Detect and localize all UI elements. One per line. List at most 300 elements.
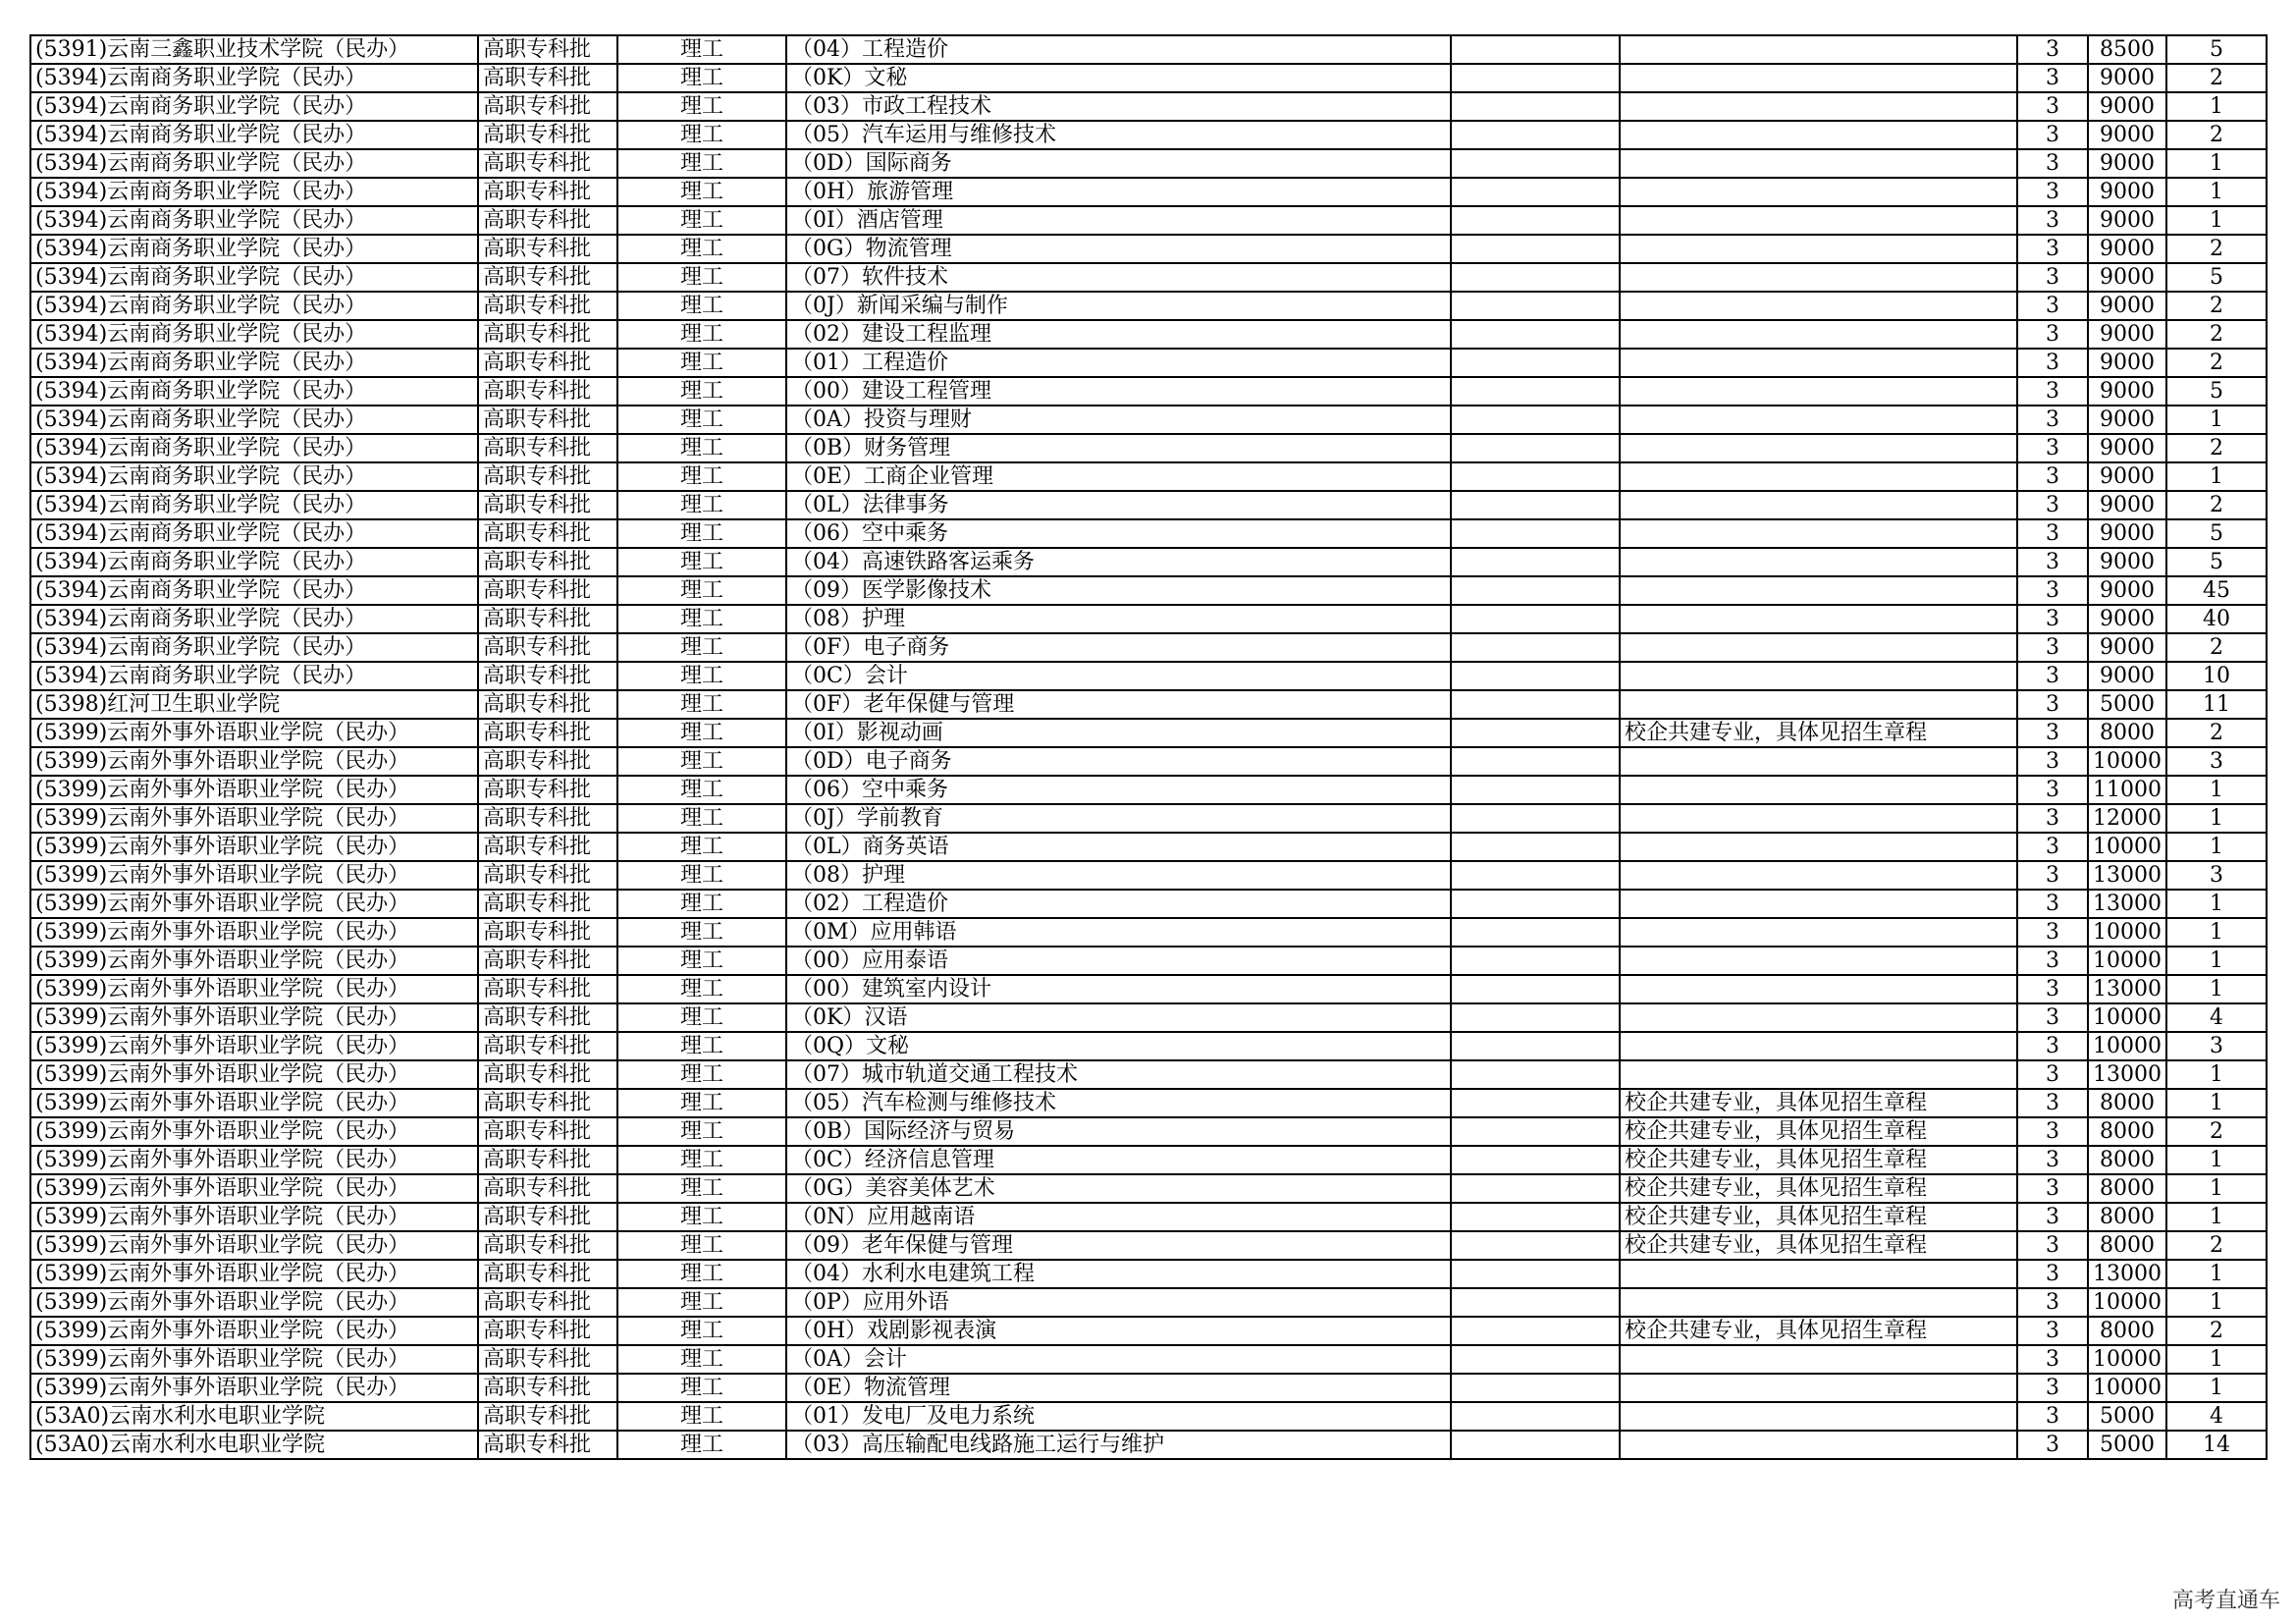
cell-tuition: 5000 xyxy=(2088,1402,2166,1431)
cell-quota: 1 xyxy=(2166,206,2267,235)
cell-batch: 高职专科批 xyxy=(478,1146,617,1174)
cell-years: 3 xyxy=(2017,719,2088,747)
table-row xyxy=(30,320,2267,349)
cell-batch: 高职专科批 xyxy=(478,235,617,263)
cell-school: (5399)云南外事外语职业学院（民办） xyxy=(30,747,478,776)
cell-major: （05）汽车运用与维修技术 xyxy=(786,121,1451,149)
cell-tuition: 10000 xyxy=(2088,1374,2166,1402)
table-row xyxy=(30,804,2267,833)
cell-category: 理工 xyxy=(617,861,786,890)
cell-tuition: 13000 xyxy=(2088,1060,2166,1089)
cell-batch: 高职专科批 xyxy=(478,35,617,64)
cell-quota: 2 xyxy=(2166,719,2267,747)
cell-years: 3 xyxy=(2017,1203,2088,1231)
cell-note xyxy=(1620,1032,2017,1060)
cell-tuition: 8000 xyxy=(2088,1317,2166,1345)
cell-category: 理工 xyxy=(617,662,786,690)
cell-school: (5394)云南商务职业学院（民办） xyxy=(30,64,478,92)
cell-note-blank xyxy=(1451,719,1620,747)
cell-note-blank xyxy=(1451,406,1620,434)
cell-school: (5394)云南商务职业学院（民办） xyxy=(30,548,478,576)
cell-major: （05）汽车检测与维修技术 xyxy=(786,1089,1451,1117)
cell-years: 3 xyxy=(2017,947,2088,975)
cell-note-blank xyxy=(1451,1431,1620,1459)
cell-category: 理工 xyxy=(617,92,786,121)
cell-quota: 1 xyxy=(2166,804,2267,833)
cell-batch: 高职专科批 xyxy=(478,947,617,975)
cell-school: (5399)云南外事外语职业学院（民办） xyxy=(30,1003,478,1032)
cell-years: 3 xyxy=(2017,747,2088,776)
cell-batch: 高职专科批 xyxy=(478,1260,617,1288)
cell-batch: 高职专科批 xyxy=(478,1402,617,1431)
cell-major: （00）应用泰语 xyxy=(786,947,1451,975)
cell-category: 理工 xyxy=(617,719,786,747)
cell-tuition: 9000 xyxy=(2088,605,2166,633)
cell-category: 理工 xyxy=(617,1402,786,1431)
cell-years: 3 xyxy=(2017,576,2088,605)
cell-tuition: 13000 xyxy=(2088,890,2166,918)
cell-years: 3 xyxy=(2017,804,2088,833)
cell-major: （0I）影视动画 xyxy=(786,719,1451,747)
cell-quota: 5 xyxy=(2166,519,2267,548)
table-body xyxy=(30,35,2267,1459)
cell-years: 3 xyxy=(2017,690,2088,719)
cell-school: (5399)云南外事外语职业学院（民办） xyxy=(30,1288,478,1317)
cell-tuition: 8000 xyxy=(2088,1117,2166,1146)
cell-tuition: 9000 xyxy=(2088,406,2166,434)
cell-note-blank xyxy=(1451,35,1620,64)
table-row xyxy=(30,1431,2267,1459)
cell-note xyxy=(1620,690,2017,719)
cell-quota: 3 xyxy=(2166,1032,2267,1060)
cell-years: 3 xyxy=(2017,92,2088,121)
cell-major: （09）医学影像技术 xyxy=(786,576,1451,605)
cell-note xyxy=(1620,1060,2017,1089)
cell-tuition: 9000 xyxy=(2088,92,2166,121)
cell-tuition: 8000 xyxy=(2088,1146,2166,1174)
table-row xyxy=(30,349,2267,377)
cell-school: (5391)云南三鑫职业技术学院（民办） xyxy=(30,35,478,64)
cell-major: （0F）老年保健与管理 xyxy=(786,690,1451,719)
cell-school: (5399)云南外事外语职业学院（民办） xyxy=(30,776,478,804)
cell-school: (5394)云南商务职业学院（民办） xyxy=(30,462,478,491)
table-row xyxy=(30,833,2267,861)
cell-school: (5394)云南商务职业学院（民办） xyxy=(30,605,478,633)
cell-major: （0D）电子商务 xyxy=(786,747,1451,776)
table-row xyxy=(30,178,2267,206)
cell-note xyxy=(1620,121,2017,149)
cell-quota: 1 xyxy=(2166,1203,2267,1231)
cell-major: （08）护理 xyxy=(786,861,1451,890)
cell-note xyxy=(1620,1402,2017,1431)
cell-tuition: 9000 xyxy=(2088,462,2166,491)
cell-tuition: 9000 xyxy=(2088,519,2166,548)
cell-note xyxy=(1620,1003,2017,1032)
cell-category: 理工 xyxy=(617,1117,786,1146)
cell-tuition: 8500 xyxy=(2088,35,2166,64)
table-row xyxy=(30,1203,2267,1231)
cell-tuition: 9000 xyxy=(2088,149,2166,178)
cell-years: 3 xyxy=(2017,1231,2088,1260)
cell-note xyxy=(1620,92,2017,121)
cell-major: （0K）汉语 xyxy=(786,1003,1451,1032)
cell-category: 理工 xyxy=(617,918,786,947)
table-row xyxy=(30,1146,2267,1174)
cell-note-blank xyxy=(1451,1317,1620,1345)
cell-note-blank xyxy=(1451,1288,1620,1317)
table-row xyxy=(30,1117,2267,1146)
cell-major: （0C）会计 xyxy=(786,662,1451,690)
cell-category: 理工 xyxy=(617,890,786,918)
cell-category: 理工 xyxy=(617,349,786,377)
cell-school: (5399)云南外事外语职业学院（民办） xyxy=(30,890,478,918)
cell-note xyxy=(1620,576,2017,605)
cell-quota: 10 xyxy=(2166,662,2267,690)
cell-quota: 5 xyxy=(2166,263,2267,292)
cell-years: 3 xyxy=(2017,1174,2088,1203)
cell-major: （0D）国际商务 xyxy=(786,149,1451,178)
cell-school: (5399)云南外事外语职业学院（民办） xyxy=(30,1174,478,1203)
table-row xyxy=(30,1260,2267,1288)
cell-batch: 高职专科批 xyxy=(478,149,617,178)
cell-note-blank xyxy=(1451,1374,1620,1402)
cell-major: （0J）学前教育 xyxy=(786,804,1451,833)
cell-batch: 高职专科批 xyxy=(478,519,617,548)
watermark: 高考直通车 xyxy=(2171,1589,2280,1613)
cell-school: (5399)云南外事外语职业学院（民办） xyxy=(30,1089,478,1117)
cell-quota: 2 xyxy=(2166,633,2267,662)
cell-school: (5394)云南商务职业学院（民办） xyxy=(30,292,478,320)
cell-note: 校企共建专业，具体见招生章程 xyxy=(1620,1117,2017,1146)
cell-note-blank xyxy=(1451,1003,1620,1032)
cell-years: 3 xyxy=(2017,1374,2088,1402)
cell-batch: 高职专科批 xyxy=(478,804,617,833)
cell-major: （09）老年保健与管理 xyxy=(786,1231,1451,1260)
table-row xyxy=(30,377,2267,406)
cell-years: 3 xyxy=(2017,776,2088,804)
cell-tuition: 9000 xyxy=(2088,320,2166,349)
table-row xyxy=(30,633,2267,662)
cell-years: 3 xyxy=(2017,349,2088,377)
cell-school: (5394)云南商务职业学院（民办） xyxy=(30,178,478,206)
cell-tuition: 9000 xyxy=(2088,377,2166,406)
cell-note: 校企共建专业，具体见招生章程 xyxy=(1620,719,2017,747)
table-row xyxy=(30,1345,2267,1374)
cell-batch: 高职专科批 xyxy=(478,662,617,690)
cell-batch: 高职专科批 xyxy=(478,64,617,92)
cell-tuition: 9000 xyxy=(2088,576,2166,605)
table-row xyxy=(30,92,2267,121)
cell-note xyxy=(1620,747,2017,776)
cell-batch: 高职专科批 xyxy=(478,377,617,406)
cell-years: 3 xyxy=(2017,320,2088,349)
cell-note xyxy=(1620,1431,2017,1459)
cell-quota: 11 xyxy=(2166,690,2267,719)
cell-quota: 1 xyxy=(2166,776,2267,804)
cell-major: （0F）电子商务 xyxy=(786,633,1451,662)
cell-school: (5394)云南商务职业学院（民办） xyxy=(30,320,478,349)
cell-note xyxy=(1620,349,2017,377)
cell-major: （08）护理 xyxy=(786,605,1451,633)
cell-note-blank xyxy=(1451,1089,1620,1117)
cell-note xyxy=(1620,947,2017,975)
cell-batch: 高职专科批 xyxy=(478,576,617,605)
cell-note xyxy=(1620,804,2017,833)
cell-school: (5394)云南商务职业学院（民办） xyxy=(30,349,478,377)
cell-tuition: 10000 xyxy=(2088,747,2166,776)
cell-note: 校企共建专业，具体见招生章程 xyxy=(1620,1317,2017,1345)
cell-years: 3 xyxy=(2017,1345,2088,1374)
cell-tuition: 5000 xyxy=(2088,690,2166,719)
cell-tuition: 10000 xyxy=(2088,918,2166,947)
cell-quota: 1 xyxy=(2166,1260,2267,1288)
cell-category: 理工 xyxy=(617,947,786,975)
cell-note: 校企共建专业，具体见招生章程 xyxy=(1620,1174,2017,1203)
cell-batch: 高职专科批 xyxy=(478,833,617,861)
table-row xyxy=(30,690,2267,719)
cell-major: （0C）经济信息管理 xyxy=(786,1146,1451,1174)
cell-category: 理工 xyxy=(617,1174,786,1203)
cell-note-blank xyxy=(1451,662,1620,690)
cell-school: (5394)云南商务职业学院（民办） xyxy=(30,263,478,292)
table-row xyxy=(30,1060,2267,1089)
cell-tuition: 13000 xyxy=(2088,861,2166,890)
table-row xyxy=(30,149,2267,178)
cell-school: (5399)云南外事外语职业学院（民办） xyxy=(30,804,478,833)
cell-batch: 高职专科批 xyxy=(478,690,617,719)
cell-years: 3 xyxy=(2017,292,2088,320)
cell-tuition: 8000 xyxy=(2088,719,2166,747)
cell-major: （01）发电厂及电力系统 xyxy=(786,1402,1451,1431)
cell-quota: 1 xyxy=(2166,178,2267,206)
table-row xyxy=(30,548,2267,576)
cell-batch: 高职专科批 xyxy=(478,1231,617,1260)
cell-batch: 高职专科批 xyxy=(478,747,617,776)
cell-batch: 高职专科批 xyxy=(478,1374,617,1402)
cell-quota: 5 xyxy=(2166,35,2267,64)
cell-note-blank xyxy=(1451,548,1620,576)
cell-quota: 1 xyxy=(2166,890,2267,918)
cell-note-blank xyxy=(1451,434,1620,462)
cell-years: 3 xyxy=(2017,35,2088,64)
cell-quota: 3 xyxy=(2166,747,2267,776)
cell-batch: 高职专科批 xyxy=(478,1003,617,1032)
cell-batch: 高职专科批 xyxy=(478,434,617,462)
table-row xyxy=(30,776,2267,804)
cell-years: 3 xyxy=(2017,491,2088,519)
cell-major: （0G）物流管理 xyxy=(786,235,1451,263)
cell-category: 理工 xyxy=(617,1203,786,1231)
cell-category: 理工 xyxy=(617,804,786,833)
cell-years: 3 xyxy=(2017,633,2088,662)
cell-major: （0H）戏剧影视表演 xyxy=(786,1317,1451,1345)
table-row xyxy=(30,1003,2267,1032)
table-row xyxy=(30,947,2267,975)
cell-note-blank xyxy=(1451,1260,1620,1288)
cell-years: 3 xyxy=(2017,406,2088,434)
cell-years: 3 xyxy=(2017,662,2088,690)
cell-years: 3 xyxy=(2017,1117,2088,1146)
cell-category: 理工 xyxy=(617,1317,786,1345)
cell-years: 3 xyxy=(2017,975,2088,1003)
cell-note-blank xyxy=(1451,92,1620,121)
table-row xyxy=(30,292,2267,320)
cell-years: 3 xyxy=(2017,64,2088,92)
cell-category: 理工 xyxy=(617,1003,786,1032)
cell-note-blank xyxy=(1451,149,1620,178)
cell-tuition: 9000 xyxy=(2088,434,2166,462)
cell-batch: 高职专科批 xyxy=(478,1174,617,1203)
cell-tuition: 9000 xyxy=(2088,349,2166,377)
cell-school: (5399)云南外事外语职业学院（民办） xyxy=(30,1203,478,1231)
table-row xyxy=(30,747,2267,776)
cell-category: 理工 xyxy=(617,1260,786,1288)
cell-years: 3 xyxy=(2017,149,2088,178)
cell-category: 理工 xyxy=(617,491,786,519)
cell-years: 3 xyxy=(2017,434,2088,462)
cell-major: （0E）物流管理 xyxy=(786,1374,1451,1402)
cell-note xyxy=(1620,776,2017,804)
cell-tuition: 10000 xyxy=(2088,1003,2166,1032)
cell-school: (5394)云南商务职业学院（民办） xyxy=(30,406,478,434)
cell-quota: 1 xyxy=(2166,406,2267,434)
cell-note-blank xyxy=(1451,235,1620,263)
cell-school: (5394)云南商务职业学院（民办） xyxy=(30,662,478,690)
cell-batch: 高职专科批 xyxy=(478,605,617,633)
table-row xyxy=(30,263,2267,292)
cell-note-blank xyxy=(1451,833,1620,861)
cell-school: (5394)云南商务职业学院（民办） xyxy=(30,491,478,519)
cell-note xyxy=(1620,633,2017,662)
cell-batch: 高职专科批 xyxy=(478,292,617,320)
cell-years: 3 xyxy=(2017,263,2088,292)
cell-category: 理工 xyxy=(617,292,786,320)
cell-school: (5399)云南外事外语职业学院（民办） xyxy=(30,1231,478,1260)
cell-quota: 1 xyxy=(2166,1174,2267,1203)
cell-major: （0N）应用越南语 xyxy=(786,1203,1451,1231)
table-row xyxy=(30,434,2267,462)
cell-school: (5394)云南商务职业学院（民办） xyxy=(30,206,478,235)
cell-years: 3 xyxy=(2017,1003,2088,1032)
cell-tuition: 11000 xyxy=(2088,776,2166,804)
cell-quota: 1 xyxy=(2166,1060,2267,1089)
cell-category: 理工 xyxy=(617,605,786,633)
cell-major: （02）建设工程监理 xyxy=(786,320,1451,349)
cell-batch: 高职专科批 xyxy=(478,776,617,804)
cell-note-blank xyxy=(1451,349,1620,377)
cell-category: 理工 xyxy=(617,747,786,776)
cell-major: （00）建设工程管理 xyxy=(786,377,1451,406)
cell-note xyxy=(1620,292,2017,320)
cell-note-blank xyxy=(1451,747,1620,776)
table-row xyxy=(30,206,2267,235)
cell-note-blank xyxy=(1451,121,1620,149)
cell-quota: 1 xyxy=(2166,975,2267,1003)
cell-category: 理工 xyxy=(617,235,786,263)
cell-note xyxy=(1620,548,2017,576)
cell-batch: 高职专科批 xyxy=(478,548,617,576)
cell-school: (5399)云南外事外语职业学院（民办） xyxy=(30,1146,478,1174)
cell-batch: 高职专科批 xyxy=(478,462,617,491)
cell-note-blank xyxy=(1451,1060,1620,1089)
cell-major: （04）高速铁路客运乘务 xyxy=(786,548,1451,576)
cell-quota: 1 xyxy=(2166,1089,2267,1117)
cell-category: 理工 xyxy=(617,320,786,349)
cell-note-blank xyxy=(1451,1345,1620,1374)
cell-years: 3 xyxy=(2017,548,2088,576)
cell-tuition: 10000 xyxy=(2088,1288,2166,1317)
cell-category: 理工 xyxy=(617,462,786,491)
cell-note-blank xyxy=(1451,178,1620,206)
cell-note-blank xyxy=(1451,491,1620,519)
cell-quota: 2 xyxy=(2166,1231,2267,1260)
cell-batch: 高职专科批 xyxy=(478,320,617,349)
cell-major: （00）建筑室内设计 xyxy=(786,975,1451,1003)
cell-major: （04）水利水电建筑工程 xyxy=(786,1260,1451,1288)
cell-school: (5394)云南商务职业学院（民办） xyxy=(30,434,478,462)
cell-tuition: 10000 xyxy=(2088,833,2166,861)
cell-note-blank xyxy=(1451,947,1620,975)
cell-tuition: 10000 xyxy=(2088,1032,2166,1060)
cell-school: (5399)云南外事外语职业学院（民办） xyxy=(30,833,478,861)
cell-quota: 2 xyxy=(2166,1317,2267,1345)
cell-batch: 高职专科批 xyxy=(478,1317,617,1345)
cell-note-blank xyxy=(1451,1146,1620,1174)
cell-major: （0A）会计 xyxy=(786,1345,1451,1374)
cell-school: (53A0)云南水利水电职业学院 xyxy=(30,1402,478,1431)
cell-tuition: 9000 xyxy=(2088,263,2166,292)
cell-school: (5399)云南外事外语职业学院（民办） xyxy=(30,975,478,1003)
cell-quota: 1 xyxy=(2166,1146,2267,1174)
cell-school: (5394)云南商务职业学院（民办） xyxy=(30,92,478,121)
cell-note xyxy=(1620,1260,2017,1288)
cell-note-blank xyxy=(1451,804,1620,833)
cell-quota: 2 xyxy=(2166,121,2267,149)
cell-note xyxy=(1620,975,2017,1003)
cell-major: （0E）工商企业管理 xyxy=(786,462,1451,491)
cell-years: 3 xyxy=(2017,605,2088,633)
cell-years: 3 xyxy=(2017,462,2088,491)
cell-quota: 45 xyxy=(2166,576,2267,605)
cell-years: 3 xyxy=(2017,235,2088,263)
cell-years: 3 xyxy=(2017,1089,2088,1117)
cell-tuition: 10000 xyxy=(2088,947,2166,975)
cell-major: （0B）国际经济与贸易 xyxy=(786,1117,1451,1146)
table-row xyxy=(30,35,2267,64)
cell-batch: 高职专科批 xyxy=(478,1032,617,1060)
cell-quota: 1 xyxy=(2166,92,2267,121)
table-row xyxy=(30,64,2267,92)
cell-school: (5394)云南商务职业学院（民办） xyxy=(30,149,478,178)
cell-quota: 3 xyxy=(2166,861,2267,890)
cell-category: 理工 xyxy=(617,121,786,149)
cell-note xyxy=(1620,833,2017,861)
cell-tuition: 9000 xyxy=(2088,491,2166,519)
cell-note xyxy=(1620,918,2017,947)
cell-quota: 40 xyxy=(2166,605,2267,633)
cell-school: (5394)云南商务职业学院（民办） xyxy=(30,633,478,662)
cell-years: 3 xyxy=(2017,1288,2088,1317)
cell-category: 理工 xyxy=(617,35,786,64)
cell-tuition: 8000 xyxy=(2088,1089,2166,1117)
cell-major: （0G）美容美体艺术 xyxy=(786,1174,1451,1203)
table-row xyxy=(30,406,2267,434)
cell-note-blank xyxy=(1451,1231,1620,1260)
cell-batch: 高职专科批 xyxy=(478,1288,617,1317)
cell-tuition: 13000 xyxy=(2088,975,2166,1003)
cell-quota: 1 xyxy=(2166,1288,2267,1317)
cell-years: 3 xyxy=(2017,121,2088,149)
